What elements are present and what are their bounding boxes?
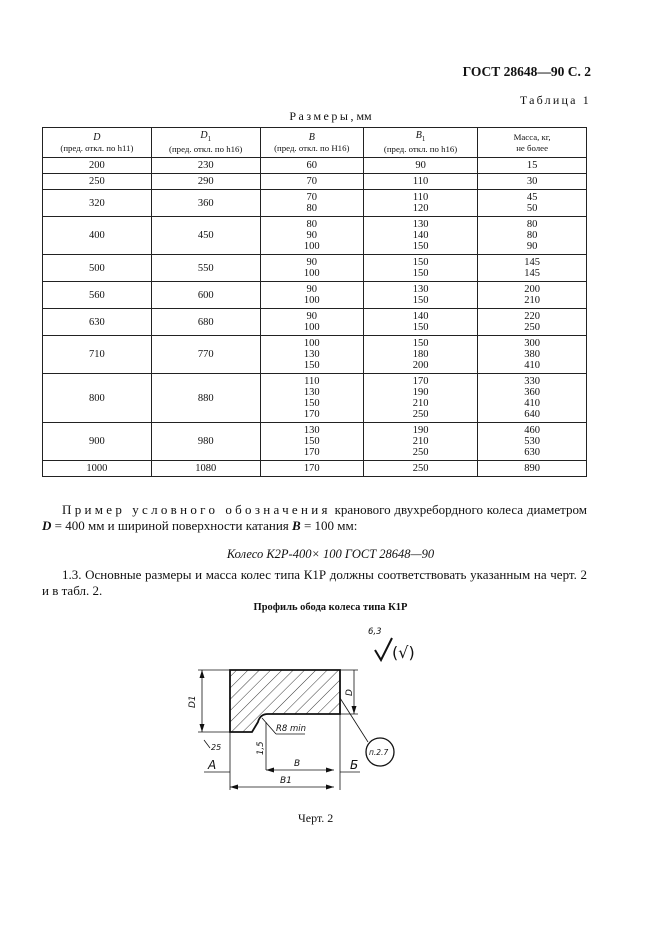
cell-value: 200 <box>524 284 540 295</box>
cell-value: 140 <box>412 311 429 322</box>
cell-d <box>43 174 152 190</box>
cell-b1 <box>363 190 477 217</box>
cell-value: 110 <box>304 376 320 387</box>
table-row <box>43 461 587 477</box>
cell-value: 110 <box>412 192 429 203</box>
cell-b <box>260 255 363 282</box>
cell-value: 80 <box>306 219 318 230</box>
designation-example-paragraph <box>42 502 587 534</box>
cell-value: 900 <box>89 436 105 447</box>
label-a: А <box>208 758 217 772</box>
cell-value: 250 <box>412 409 429 420</box>
cell-value: 230 <box>197 160 214 171</box>
cell-value: 130 <box>303 387 320 398</box>
cell-b <box>260 461 363 477</box>
table-row <box>43 190 587 217</box>
column-symbol: D <box>93 131 101 143</box>
cell-value: 200 <box>412 360 429 371</box>
cell-b <box>260 190 363 217</box>
cell-value: 130 <box>303 349 320 360</box>
table-row <box>43 374 587 423</box>
cell-value: 100 <box>303 338 320 349</box>
units-rest: , мм <box>350 109 372 123</box>
cell-d1 <box>151 336 260 374</box>
column-symbol: D <box>200 129 208 141</box>
cell-value: 530 <box>524 436 540 447</box>
table-row <box>43 174 587 190</box>
cell-d1 <box>151 190 260 217</box>
cell-value: 50 <box>526 203 538 214</box>
column-header-2 <box>260 128 363 158</box>
cell-b <box>260 282 363 309</box>
cell-value: 15 <box>526 160 538 171</box>
cell-value: 200 <box>89 160 105 171</box>
column-header-note: не более <box>516 142 548 153</box>
cell-value: 130 <box>412 284 429 295</box>
cell-value: 100 <box>303 295 320 306</box>
label-b-base: Б <box>350 758 359 772</box>
cell-value: 250 <box>412 447 429 458</box>
cell-value: 150 <box>412 338 429 349</box>
cell-d1 <box>151 461 260 477</box>
cell-value: 450 <box>197 230 214 241</box>
cell-value: 180 <box>412 349 429 360</box>
cell-value: 190 <box>412 387 429 398</box>
cell-b <box>260 336 363 374</box>
label-b1: B1 <box>280 776 292 786</box>
cell-value: 150 <box>412 241 429 252</box>
cell-value: 380 <box>524 349 540 360</box>
cell-value: 250 <box>524 322 540 333</box>
cell-b1 <box>363 282 477 309</box>
column-header-note: (пред. откл. по H16) <box>274 142 350 153</box>
cell-value: 110 <box>412 176 429 187</box>
cell-d1 <box>151 217 260 255</box>
table-row <box>43 336 587 374</box>
cell-value: 290 <box>197 176 214 187</box>
cell-d <box>43 190 152 217</box>
cell-value: 210 <box>412 436 429 447</box>
column-header-0 <box>43 128 152 158</box>
cell-value: 360 <box>197 197 214 209</box>
cell-b1 <box>363 336 477 374</box>
column-header-note: (пред. откл. по h16) <box>169 144 243 155</box>
cell-value: 80 <box>526 230 538 241</box>
cell-b1 <box>363 461 477 477</box>
cell-b <box>260 217 363 255</box>
para1-text-3: = 100 мм: <box>300 518 358 533</box>
cell-mass <box>478 282 587 309</box>
cell-value: 90 <box>306 311 318 322</box>
label-d1: D1 <box>188 695 198 708</box>
cell-value: 100 <box>303 322 320 333</box>
cell-value: 100 <box>303 268 320 279</box>
label-b: B <box>294 759 301 769</box>
cell-value: 150 <box>303 436 320 447</box>
column-symbol: B <box>415 129 422 141</box>
cell-value: 90 <box>415 160 426 171</box>
cell-b <box>260 158 363 174</box>
cell-value: 980 <box>197 436 214 447</box>
column-header-note: (пред. откл. по h16) <box>383 144 458 155</box>
cell-value: 330 <box>524 376 540 387</box>
table-row <box>43 217 587 255</box>
cell-value: 150 <box>412 268 429 279</box>
rim-profile-drawing <box>170 612 430 807</box>
cell-value: 80 <box>306 203 318 214</box>
cell-d1 <box>151 309 260 336</box>
roughness-paren: (√) <box>392 643 415 662</box>
table-row <box>43 282 587 309</box>
cell-mass <box>478 158 587 174</box>
cell-value: 70 <box>306 192 318 203</box>
example-heading: Пример условного обозначения <box>62 502 331 517</box>
table-row <box>43 423 587 461</box>
dimensions-table <box>42 127 587 477</box>
roughness-value: 6,3 <box>368 627 382 637</box>
cell-b1 <box>363 374 477 423</box>
label-1-5: 1,5 <box>256 741 266 755</box>
column-header-1 <box>151 128 260 158</box>
cell-value: 150 <box>303 398 320 409</box>
cell-value: 710 <box>89 349 105 360</box>
figure-caption: Черт. 2 <box>298 811 334 825</box>
cell-value: 170 <box>303 409 320 420</box>
column-header-symbol: Масса, кг, <box>513 131 551 142</box>
cell-b <box>260 309 363 336</box>
table-row <box>43 158 587 174</box>
cell-value: 800 <box>89 392 105 404</box>
cell-value: 250 <box>412 463 429 474</box>
cell-mass <box>478 190 587 217</box>
cell-d <box>43 217 152 255</box>
cell-mass <box>478 423 587 461</box>
cell-mass <box>478 255 587 282</box>
cell-value: 600 <box>197 289 214 301</box>
rim-section <box>230 670 340 732</box>
table-body <box>43 158 587 477</box>
label-angle: 25 <box>211 743 222 752</box>
cell-d <box>43 336 152 374</box>
cell-value: 250 <box>89 176 105 187</box>
para1-text-1: кранового двухребордного колеса диаметром <box>330 502 587 517</box>
units-spaced: Размеры <box>289 109 351 123</box>
column-header-symbol <box>152 130 260 145</box>
cell-value: 550 <box>197 262 214 274</box>
cell-d1 <box>151 255 260 282</box>
cell-d <box>43 282 152 309</box>
cell-value: 150 <box>412 295 429 306</box>
cell-d <box>43 374 152 423</box>
cell-value: 460 <box>524 425 540 436</box>
cell-d <box>43 309 152 336</box>
cell-value: 45 <box>526 192 538 203</box>
cell-value: 150 <box>303 360 320 371</box>
cell-value: 630 <box>89 316 105 328</box>
cell-value: 90 <box>526 241 538 252</box>
cell-b1 <box>363 309 477 336</box>
cell-value: 360 <box>524 387 540 398</box>
table-row <box>43 309 587 336</box>
cell-value: 120 <box>412 203 429 214</box>
cell-value: 560 <box>89 289 105 301</box>
cell-mass <box>478 336 587 374</box>
cell-value: 210 <box>524 295 540 306</box>
cell-value: 170 <box>412 376 429 387</box>
designation-example: Колесо К2Р-400× 100 ГОСТ 28648—90 <box>226 547 435 561</box>
column-symbol: B <box>308 131 315 143</box>
column-header-3 <box>363 128 477 158</box>
cell-value: 90 <box>306 284 318 295</box>
cell-d <box>43 158 152 174</box>
symbol-d: D <box>42 518 52 533</box>
column-header-symbol <box>364 130 477 145</box>
label-r8: R8 min <box>276 724 307 734</box>
para1-text-2: = 400 мм и шириной поверхности катания <box>51 518 293 533</box>
cell-value: 1080 <box>195 463 217 474</box>
cell-value: 210 <box>412 398 429 409</box>
table-label: Таблица 1 <box>519 93 591 107</box>
cell-value: 880 <box>197 392 214 404</box>
cell-value: 130 <box>303 425 320 436</box>
label-ref: п.2.7 <box>369 748 389 757</box>
cell-value: 150 <box>412 257 429 268</box>
cell-value: 80 <box>526 219 538 230</box>
column-header-symbol <box>43 132 151 143</box>
column-header-4 <box>478 128 587 158</box>
cell-value: 500 <box>89 262 105 274</box>
page-header: ГОСТ 28648—90 С. 2 <box>462 64 591 79</box>
cell-value: 770 <box>197 349 214 360</box>
cell-value: 1000 <box>86 463 108 474</box>
cell-value: 130 <box>412 219 429 230</box>
cell-b1 <box>363 217 477 255</box>
table-row <box>43 255 587 282</box>
cell-value: 70 <box>306 176 318 187</box>
cell-value: 640 <box>524 409 540 420</box>
cell-value: 170 <box>303 447 320 458</box>
cell-b1 <box>363 423 477 461</box>
cell-b <box>260 374 363 423</box>
cell-mass <box>478 374 587 423</box>
cell-value: 410 <box>524 398 540 409</box>
cell-mass <box>478 461 587 477</box>
label-d: D <box>345 689 355 696</box>
cell-mass <box>478 174 587 190</box>
figure-title: Профиль обода колеса типа К1Р <box>253 602 408 613</box>
cell-value: 400 <box>89 230 105 241</box>
cell-d1 <box>151 374 260 423</box>
cell-value: 90 <box>306 230 318 241</box>
cell-value: 150 <box>412 322 429 333</box>
column-symbol-sub: 1 <box>421 134 426 143</box>
cell-value: 190 <box>412 425 429 436</box>
cell-value: 90 <box>306 257 318 268</box>
cell-value: 100 <box>303 241 320 252</box>
cell-d <box>43 423 152 461</box>
cell-value: 680 <box>197 316 214 328</box>
symbol-b: B <box>292 518 301 533</box>
roughness-symbol <box>368 627 415 662</box>
cell-d1 <box>151 282 260 309</box>
cell-value: 30 <box>526 176 538 187</box>
column-header-symbol <box>261 132 363 143</box>
table-header-row <box>43 128 587 158</box>
cell-b <box>260 174 363 190</box>
cell-mass <box>478 309 587 336</box>
cell-value: 170 <box>303 463 320 474</box>
cell-value: 140 <box>412 230 429 241</box>
clause-1-3: 1.3. Основные размеры и масса колес типа К1Р должны соответствовать указанным на черт. 2 и в табл. 2. <box>42 567 587 598</box>
cell-value: 145 <box>524 257 540 268</box>
cell-b <box>260 423 363 461</box>
column-symbol-sub: 1 <box>207 134 212 143</box>
cell-d1 <box>151 174 260 190</box>
cell-b1 <box>363 255 477 282</box>
cell-mass <box>478 217 587 255</box>
cell-value: 145 <box>524 268 540 279</box>
cell-value: 890 <box>524 463 540 474</box>
column-header-note: (пред. откл. по h11) <box>60 142 134 153</box>
table-units <box>0 109 661 124</box>
cell-d1 <box>151 158 260 174</box>
cell-d <box>43 255 152 282</box>
cell-value: 630 <box>524 447 540 458</box>
cell-value: 410 <box>524 360 540 371</box>
cell-value: 300 <box>524 338 540 349</box>
cell-value: 220 <box>524 311 540 322</box>
cell-b1 <box>363 174 477 190</box>
cell-b1 <box>363 158 477 174</box>
cell-value: 60 <box>306 160 318 171</box>
cell-d1 <box>151 423 260 461</box>
cell-value: 320 <box>89 197 105 209</box>
cell-d <box>43 461 152 477</box>
